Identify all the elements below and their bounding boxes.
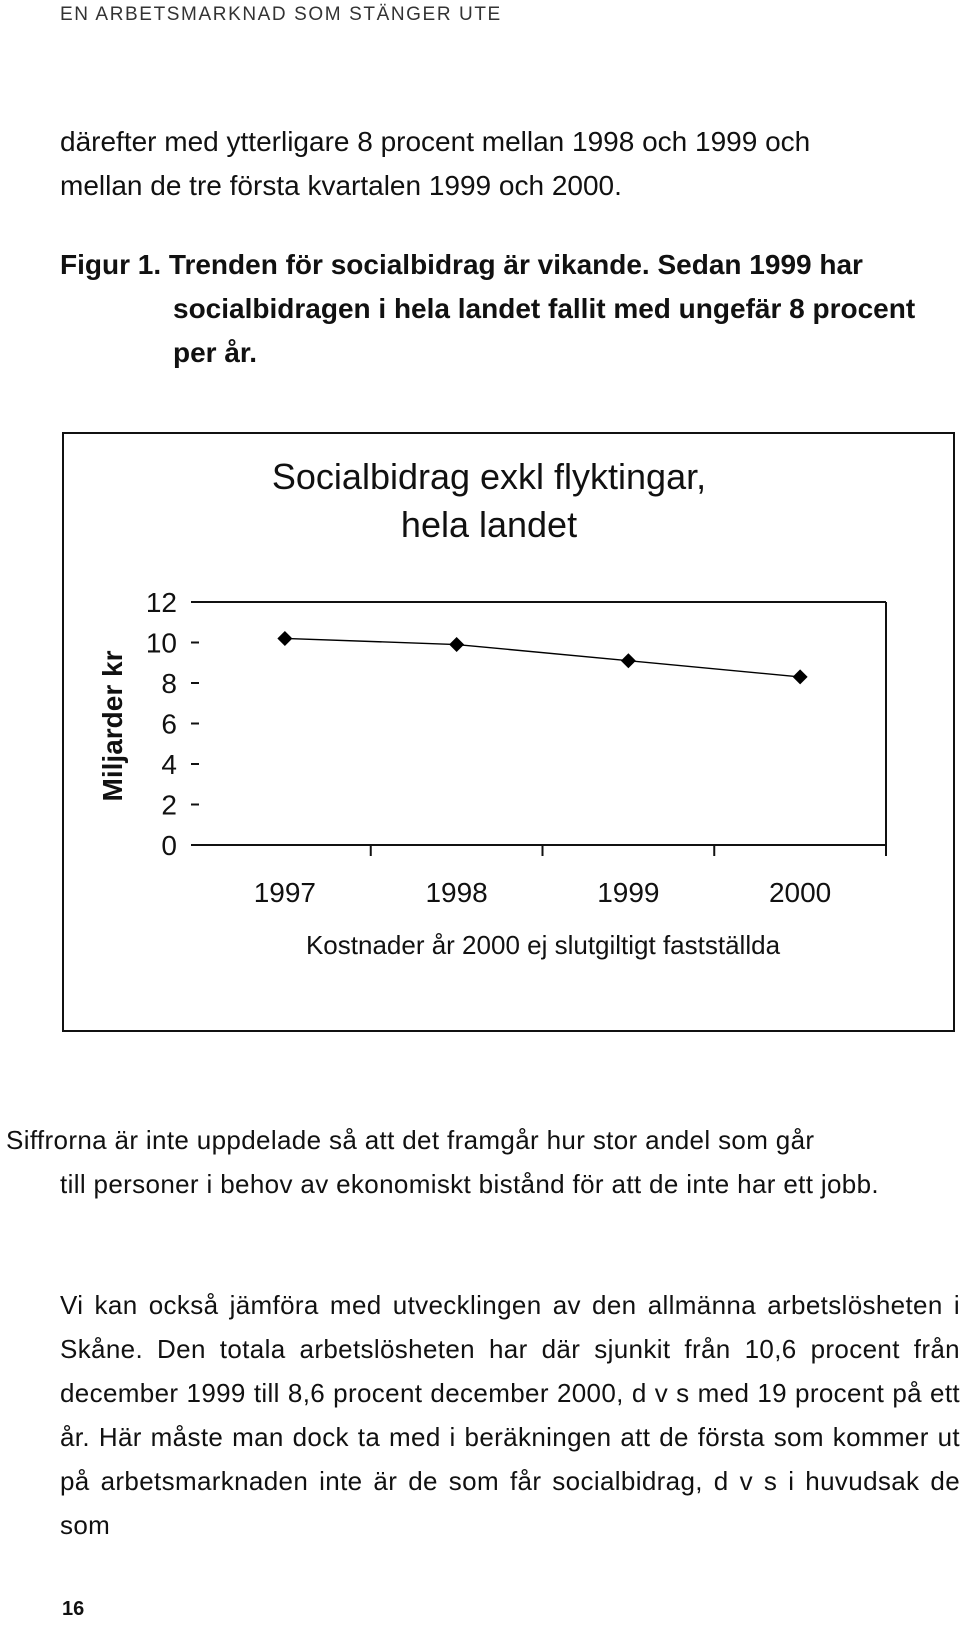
data-point-marker — [621, 653, 636, 668]
y-axis-label: Miljarder kr — [97, 650, 128, 802]
intro-line: därefter med ytterligare 8 procent mellan 1998 och 1999 och — [60, 126, 811, 157]
x-tick-label: 2000 — [768, 877, 832, 908]
y-tick-label: 8 — [161, 668, 177, 699]
y-tick-label: 4 — [161, 749, 177, 780]
data-point-marker — [793, 669, 808, 684]
paragraph-1-continuation: till personer i behov av ekonomiskt bistånd för att de inte har ett jobb. — [60, 1169, 879, 1199]
data-point-marker — [449, 637, 464, 652]
x-tick-label: 1997 — [253, 877, 317, 908]
x-tick-label: 1999 — [597, 877, 660, 908]
paragraph-1-first-line: Siffrorna är inte uppdelade så att det framgår hur stor andel som går — [6, 1125, 815, 1155]
line-chart — [64, 434, 957, 1034]
y-tick-label: 12 — [145, 587, 177, 618]
chart-title-line-2: hela landet — [400, 504, 578, 545]
running-head: EN ARBETSMARKNAD SOM STÄNGER UTE — [60, 4, 502, 25]
page-number: 16 — [62, 1598, 85, 1620]
paragraph-1 — [6, 1118, 960, 1206]
y-tick-label: 2 — [161, 789, 177, 821]
chart-frame — [62, 432, 955, 1032]
figure-caption: Figur 1. Trenden för socialbidrag är vikande. Sedan 1999 har socialbidragen i hela landet fallit med ungefär 8 procent per år. — [60, 249, 916, 368]
intro-paragraph — [60, 120, 960, 208]
y-tick-label: 0 — [161, 830, 177, 861]
data-point-marker — [277, 631, 292, 646]
paragraph-2: Vi kan också jämföra med utvecklingen av den allmänna arbetslösheten i Skåne. Den totala arbetslösheten har där sjunkit från 10,6 procent från december 1999 till 8,6 procent december 2000, d v s med 19 procent på ett år. Här måste man dock ta med i beräkningen att de första som kommer ut på arbetsmarknaden inte är de som får socialbidrag, d v s i huvudsak de som — [60, 1290, 960, 1540]
intro-line: mellan de tre första kvartalen 1999 och 2000. — [60, 170, 622, 201]
x-tick-label: 1998 — [425, 877, 488, 908]
x-axis-note: Kostnader år 2000 ej slutgiltigt fastställda — [305, 930, 781, 960]
series-line — [285, 638, 800, 676]
y-tick-label: 6 — [161, 708, 177, 740]
chart-title-line-1: Socialbidrag exkl flyktingar, — [271, 456, 707, 497]
y-tick-label: 10 — [145, 627, 177, 659]
